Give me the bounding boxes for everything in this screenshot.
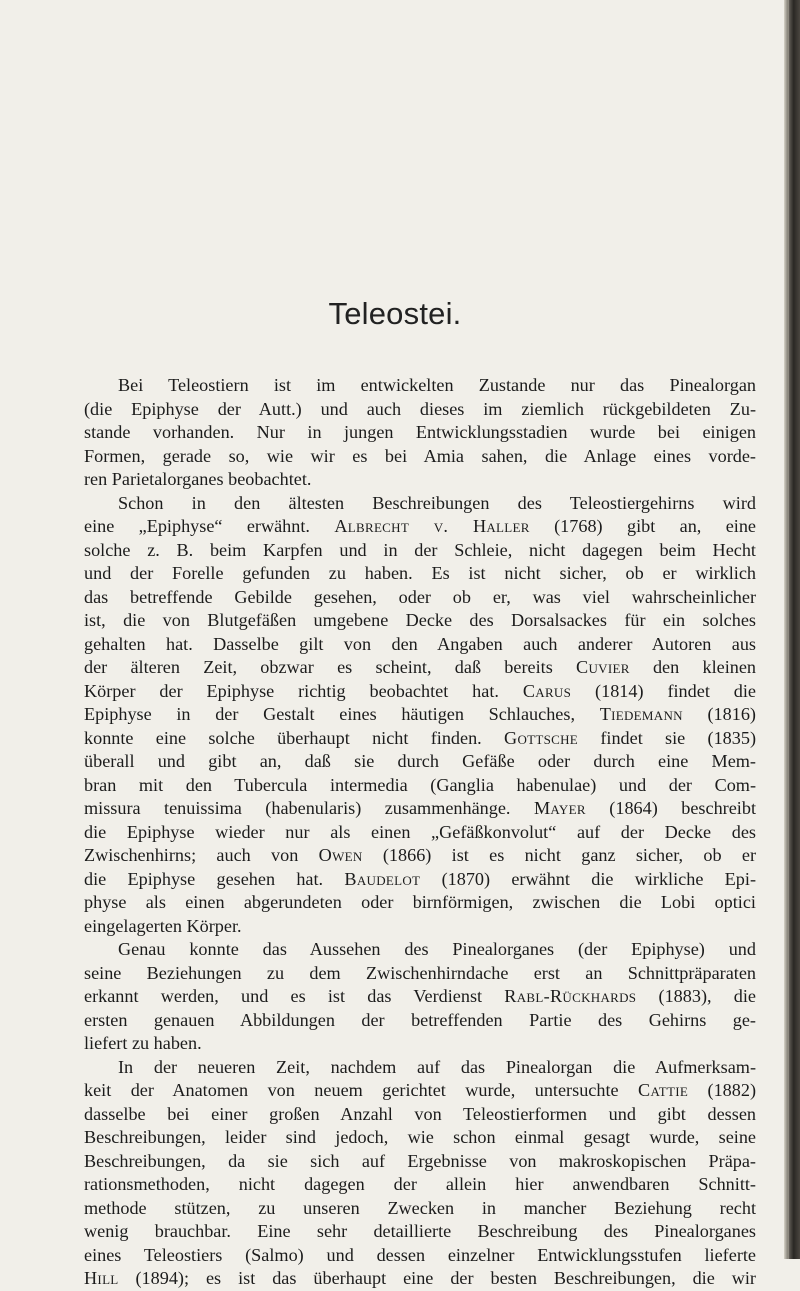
text-line: [84, 868, 756, 892]
text-run: (1882): [688, 1080, 756, 1100]
text-run: (1883), die: [636, 986, 756, 1006]
text-run: ersten genauen Abbildungen der betreffenden Partie des Gehirns ge-: [84, 1009, 756, 1030]
page-edge-shadow: [784, 0, 800, 1259]
text-line: [84, 1079, 756, 1103]
text-line: [84, 1150, 756, 1174]
text-run: und der Forelle gefunden zu haben. Es ist nicht sicher, ob er wirklich: [84, 563, 756, 583]
text-line: [84, 891, 756, 915]
text-line: [84, 750, 756, 774]
author-name: Rabl-Rückhards: [504, 986, 637, 1006]
text-run: Formen, gerade so, wie wir es bei Amia sahen, die Anlage eines vorde-: [84, 445, 756, 466]
text-run: eines Teleostiers (Salmo) und dessen einzelner Entwicklungsstufen lieferte: [84, 1244, 756, 1265]
text-run: (1866) ist es nicht ganz sicher, ob er: [362, 845, 757, 865]
author-name: Albrecht v. Haller: [334, 516, 530, 536]
text-run: rationsmethoden, nicht dagegen der allein hier anwendbaren Schnitt-: [84, 1174, 756, 1194]
text-run: dasselbe bei einer großen Anzahl von Teleostierformen und gibt dessen: [84, 1103, 756, 1124]
text-run: die Epiphyse wieder nur als einen „Gefäßkonvolut“ auf der Decke des: [84, 821, 756, 842]
text-line: [84, 656, 756, 680]
text-line: [84, 1103, 756, 1127]
text-run: seine Beziehungen zu dem Zwischenhirndache erst an Schnittpräparaten: [84, 962, 756, 983]
text-run: stande vorhanden. Nur in jungen Entwicklungsstadien wurde bei einigen: [84, 422, 756, 442]
text-line: [84, 1173, 756, 1197]
text-line: [84, 680, 756, 704]
text-line: [84, 985, 756, 1009]
text-run: liefert zu haben.: [84, 1033, 202, 1053]
text-run: Beschreibungen, da sie sich auf Ergebnisse von makroskopischen Präpa-: [84, 1150, 756, 1171]
text-run: überall und gibt an, daß sie durch Gefäße oder durch eine Mem-: [84, 751, 756, 771]
text-line: [84, 1032, 756, 1056]
text-run: die Epiphyse gesehen hat.: [84, 868, 345, 889]
text-line: [84, 633, 756, 657]
text-line: [84, 515, 756, 539]
author-name: Baudelot: [344, 868, 421, 889]
text-run: eine „Epiphyse“ erwähnt.: [84, 516, 335, 536]
text-line: [84, 374, 756, 398]
text-run: physe als einen abgerundeten oder birnförmigen, zwischen die Lobi optici: [84, 892, 756, 912]
text-line: [84, 1056, 756, 1080]
text-run: konnte eine solche überhaupt nicht finden.: [84, 727, 505, 748]
text-line: [84, 445, 756, 469]
text-line: [84, 1197, 756, 1221]
text-line: [84, 398, 756, 422]
text-run: In der neueren Zeit, nachdem auf das Pinealorgan die Aufmerksam-: [118, 1056, 756, 1077]
text-run: ren Parietalorganes beobachtet.: [84, 469, 312, 489]
author-name: Hill: [84, 1268, 119, 1288]
text-run: findet sie (1835): [578, 727, 756, 748]
author-name: Tiedemann: [599, 704, 683, 724]
text-line: [84, 915, 756, 939]
text-line: [84, 844, 756, 868]
page-title: Teleostei.: [328, 296, 462, 331]
text-line: [84, 562, 756, 586]
text-run: (1894); es ist das überhaupt eine der besten Beschreibungen, die wir: [118, 1268, 756, 1288]
text-run: Beschreibungen, leider sind jedoch, wie schon einmal gesagt wurde, seine: [84, 1127, 756, 1147]
text-run: gehalten hat. Dasselbe gilt von den Angaben auch anderer Autoren aus: [84, 633, 756, 654]
author-name: Owen: [318, 845, 363, 865]
text-line: [84, 492, 756, 516]
text-line: [84, 609, 756, 633]
text-run: das betreffende Gebilde gesehen, oder ob er, was viel wahrscheinlicher: [84, 586, 756, 607]
text-run: Körper der Epiphyse richtig beobachtet hat.: [84, 680, 523, 701]
text-line: [84, 962, 756, 986]
text-run: methode stützen, zu unseren Zwecken in mancher Beziehung recht: [84, 1197, 756, 1218]
body-text: [84, 374, 756, 1291]
text-line: [84, 1267, 756, 1291]
text-run: Epiphyse in der Gestalt eines häutigen Schlauches,: [84, 704, 600, 724]
text-run: Schon in den ältesten Beschreibungen des Teleostiergehirns wird: [118, 492, 756, 513]
text-line: [84, 727, 756, 751]
text-line: [84, 774, 756, 798]
text-run: missura tenuissima (habenularis) zusammenhänge.: [84, 798, 534, 818]
text-run: Genau konnte das Aussehen des Pinealorganes (der Epiphyse) und: [118, 939, 756, 959]
text-line: [84, 421, 756, 445]
text-line: [84, 468, 756, 492]
text-run: Bei Teleostiern ist im entwickelten Zustande nur das Pinealorgan: [118, 375, 756, 395]
text-run: (1814) findet die: [571, 680, 756, 701]
text-run: (1864) beschreibt: [585, 798, 756, 818]
text-line: [84, 938, 756, 962]
text-run: bran mit den Tubercula intermedia (Ganglia habenulae) und der Com-: [84, 774, 756, 795]
text-run: (1816): [682, 704, 756, 724]
text-line: [84, 1009, 756, 1033]
text-line: [84, 1220, 756, 1244]
text-run: (die Epiphyse der Autt.) und auch dieses im ziemlich rückgebildeten Zu-: [84, 398, 756, 419]
text-run: ist, die von Blutgefäßen umgebene Decke des Dorsalsackes für ein solches: [84, 610, 756, 630]
author-name: Gottsche: [504, 727, 579, 748]
text-line: [84, 821, 756, 845]
page-edge-stripe: [787, 0, 789, 1259]
text-run: der älteren Zeit, obzwar es scheint, daß bereits: [84, 657, 577, 677]
author-name: Cattie: [638, 1080, 689, 1100]
author-name: Cuvier: [576, 657, 630, 677]
text-run: eingelagerten Körper.: [84, 915, 242, 936]
text-line: [84, 1244, 756, 1268]
text-line: [84, 1126, 756, 1150]
author-name: Carus: [522, 680, 572, 701]
text-line: [84, 703, 756, 727]
text-run: wenig brauchbar. Eine sehr detaillierte Beschreibung des Pinealorganes: [84, 1221, 756, 1241]
text-run: erkannt werden, und es ist das Verdienst: [84, 986, 505, 1006]
text-run: (1768) gibt an, eine: [529, 516, 756, 536]
text-line: [84, 586, 756, 610]
text-run: den kleinen: [629, 657, 757, 677]
text-run: Zwischenhirns; auch von: [84, 845, 319, 865]
text-run: keit der Anatomen von neuem gerichtet wurde, untersuchte: [84, 1080, 639, 1100]
text-line: [84, 797, 756, 821]
text-run: solche z. B. beim Karpfen und in der Schleie, nicht dagegen beim Hecht: [84, 539, 756, 560]
author-name: Mayer: [533, 798, 586, 818]
text-line: [84, 539, 756, 563]
text-run: (1870) erwähnt die wirkliche Epi-: [420, 868, 756, 889]
